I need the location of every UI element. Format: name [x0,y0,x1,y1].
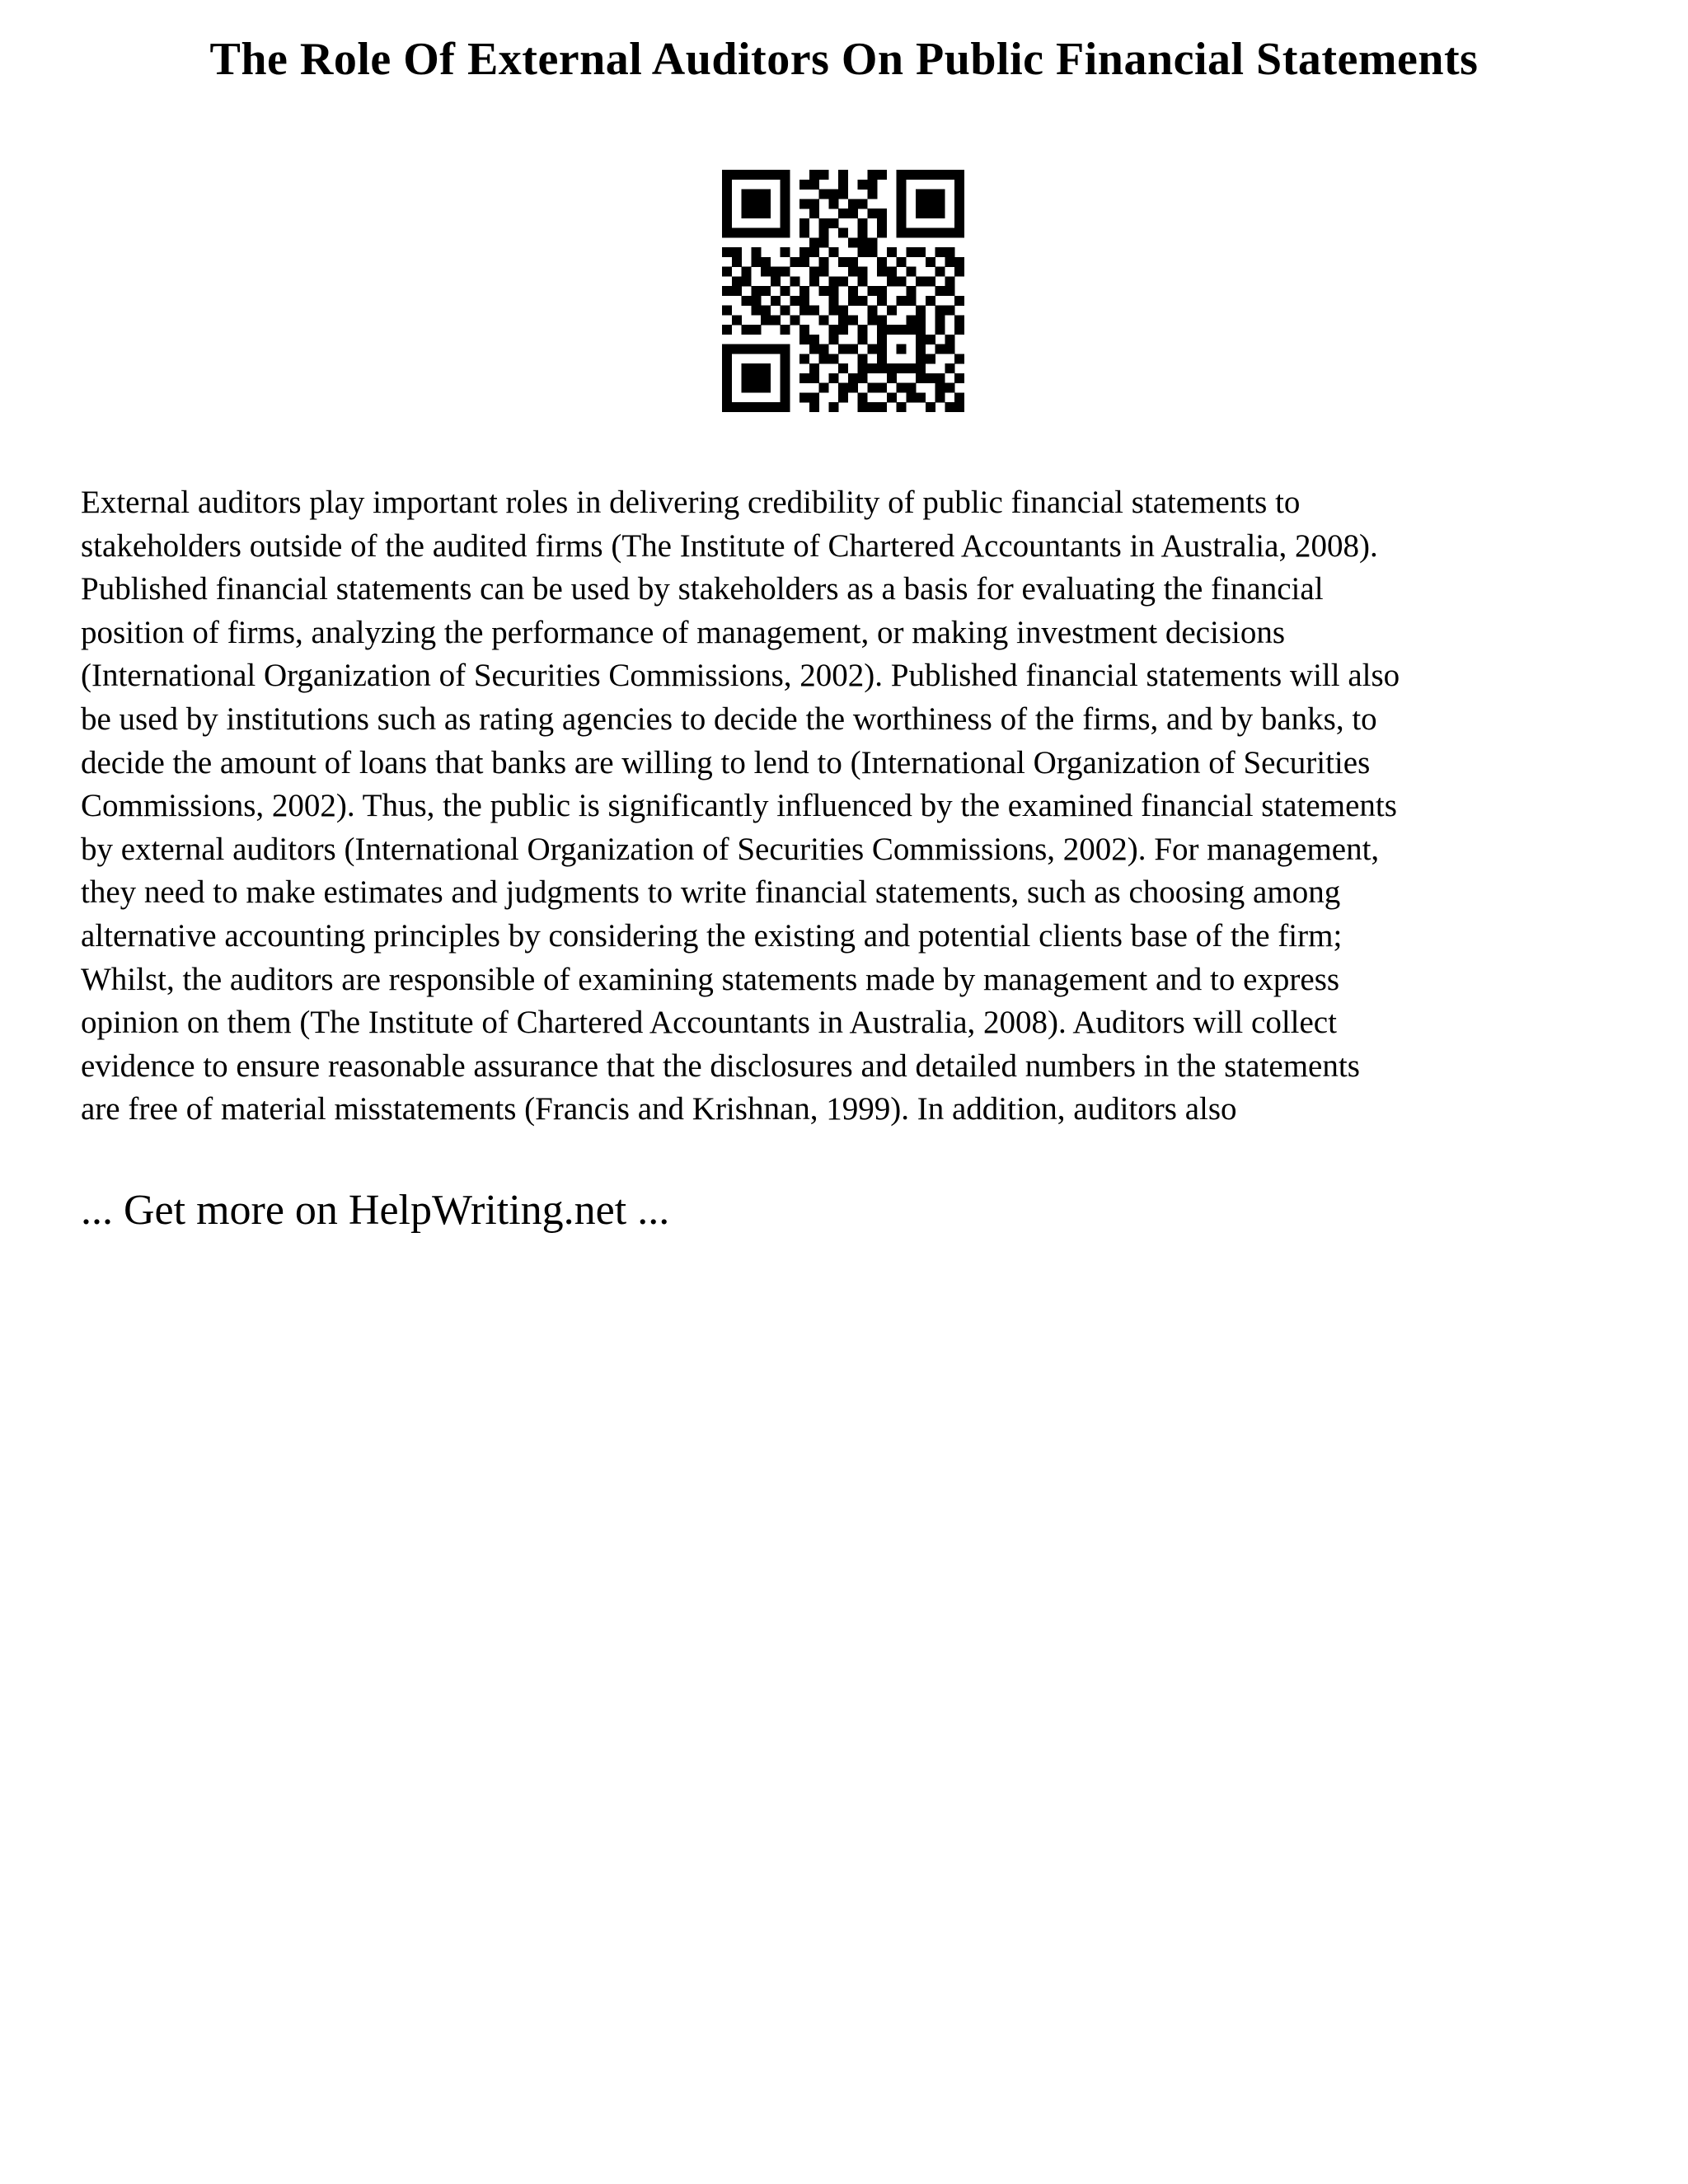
paragraph-line: stakeholders outside of the audited firms (The Institute of Chartered Accountants in Australia, 2008). [81,527,1378,564]
paragraph-line: be used by institutions such as rating agencies to decide the worthiness of the firms, and by banks, to [81,701,1377,737]
paragraph-line: Commissions, 2002). Thus, the public is significantly influenced by the examined financial statements [81,788,1397,824]
paragraph-line: evidence to ensure reasonable assurance that the disclosures and detailed numbers in the statements [81,1047,1360,1084]
paragraph-line: Whilst, the auditors are responsible of examining statements made by management and to express [81,961,1340,997]
paragraph-line: are free of material misstatements (Francis and Krishnan, 1999). In addition, auditors also [81,1091,1237,1127]
qr-code-matrix [720,170,966,412]
essay-paragraph [81,481,1581,1132]
paragraph-line: by external auditors (International Organization of Securities Commissions, 2002). For management, [81,831,1380,867]
paragraph-line: opinion on them (The Institute of Chartered Accountants in Australia, 2008). Auditors will collect [81,1005,1337,1041]
paragraph-line: decide the amount of loans that banks are willing to lend to (International Organization of Securities [81,744,1371,780]
paragraph-line: they need to make estimates and judgments to write financial statements, such as choosing among [81,874,1341,911]
qr-code-icon [720,170,966,412]
paragraph-line: alternative accounting principles by considering the existing and potential clients base of the firm; [81,917,1343,954]
paragraph-line: Published financial statements can be used by stakeholders as a basis for evaluating the financial [81,571,1324,607]
paragraph-line: (International Organization of Securities Commissions, 2002). Published financial statements will also [81,658,1400,694]
page-title: The Role Of External Auditors On Public Financial Statements [209,34,1479,85]
paragraph-line: External auditors play important roles in delivering credibility of public financial statements to [81,485,1301,520]
paragraph-line: position of firms, analyzing the performance of management, or making investment decisions [81,614,1286,650]
help-writing-promo-text: ... Get more on HelpWriting.net ... [81,1187,670,1234]
